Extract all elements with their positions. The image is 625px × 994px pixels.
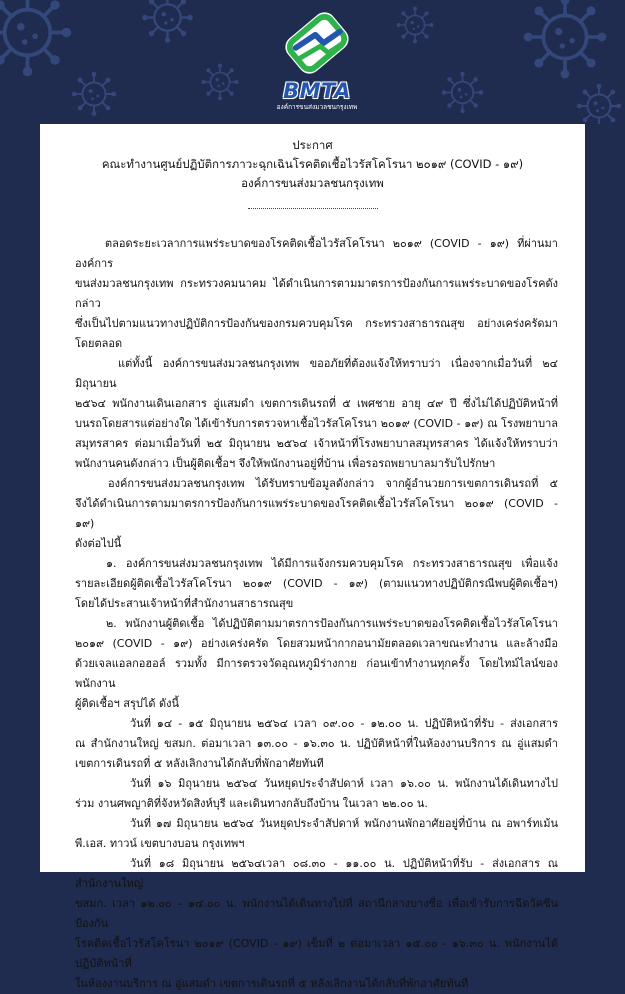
- paragraph: [75, 234, 558, 354]
- paragraph-line: รายละเอียดผู้ติดเชื้อไวรัสโคโรนา ๒๐๑๙ (COVID - ๑๙) (ตามแนวทางปฏิบัติกรณีพบผู้ติดเชื้อฯ): [75, 577, 558, 590]
- paragraph-line: ในห้องงานบริการ ณ อู่แสมดำ เขตการเดินรถที่ ๕ หลังเลิกงานได้กลับที่พักอาศัยทันที: [75, 977, 469, 990]
- paragraph-line: ๑. องค์การขนส่งมวลชนกรุงเทพ ได้มีการแจ้งกรมควบคุมโรค กระทรวงสาธารณสุข เพื่อแจ้ง: [106, 557, 558, 570]
- paragraph-line: สมุทรสาคร ต่อมาเมื่อวันที่ ๒๕ มิถุนายน ๒๕๖๔ เจ้าหน้าที่โรงพยาบาลสมุทรสาคร ได้แจ้งให้ทราบว่า: [75, 437, 558, 450]
- paragraph: [75, 774, 558, 814]
- paragraph-line: ขสมก. เวลา ๑๒.๐๐ – ๑๔.๐๐ น. พนักงานได้เดินทางไปที่ สถานีกลางบางซื่อ เพื่อเข้ารับการฉีดวัคซีนป้องกัน: [75, 897, 558, 930]
- paragraph: [75, 554, 558, 614]
- paragraph-line: วันที่ ๑๔ - ๑๕ มิถุนายน ๒๕๖๔ เวลา ๐๙.๐๐ - ๑๒.๐๐ น. ปฏิบัติหน้าที่รับ - ส่งเอกสาร: [130, 717, 558, 730]
- logo-text: BMTA: [283, 79, 351, 103]
- paragraph-line: วันที่ ๑๘ มิถุนายน ๒๕๖๔เวลา ๐๘.๓๐ - ๑๑.๐๐ น. ปฏิบัติหน้าที่รับ - ส่งเอกสาร ณ สำนักงานใหญ่: [75, 857, 558, 890]
- announcement-heading: ประกาศ: [292, 138, 333, 152]
- virus-icon: [72, 72, 116, 116]
- virus-icon: [0, 0, 71, 76]
- dotted-separator: [248, 208, 378, 209]
- announcement-organization: องค์การขนส่งมวลชนกรุงเทพ: [241, 176, 384, 190]
- paragraph: [75, 474, 558, 554]
- paragraph-line: พี.เอส. ทาวน์ เขตบางบอน กรุงเทพฯ: [75, 837, 245, 850]
- paragraph-line: แต่ทั้งนี้ องค์การขนส่งมวลชนกรุงเทพ ขออภัยที่ต้องแจ้งให้ทราบว่า เนื่องจากเมื่อวันที่ ๒๔ มิถุนายน: [75, 357, 558, 390]
- paragraph-line: ด้วยเจลแอลกอฮอล์ รวมทั้ง มีการตรวจวัดอุณหภูมิร่างกาย ก่อนเข้าทำงานทุกครั้ง โดยไทม์ไลน์ของพนักงาน: [75, 657, 558, 690]
- paragraph-line: จึงได้ดำเนินการตามมาตรการป้องกันการแพร่ระบาดของโรคติดเชื้อไวรัสโคโรนา ๒๐๑๙ (COVID - ๑๙): [75, 497, 558, 530]
- paragraph-line: บนรถโดยสารแต่อย่างใด ได้เข้ารับการตรวจหาเชื้อไวรัสโคโรนา ๒๐๑๙ (COVID - ๑๙) ณ โรงพยาบาล: [75, 417, 558, 430]
- bmta-logo: [262, 2, 372, 120]
- paragraph-line: ณ สำนักงานใหญ่ ขสมก. ต่อมาเวลา ๑๓.๐๐ - ๑๖.๓๐ น. ปฏิบัติหน้าที่ในห้องงานบริการ ณ อู่แสมดำ: [75, 737, 558, 750]
- paragraph-line: โดยได้ประสานเจ้าหน้าที่สำนักงานสาธารณสุข: [75, 597, 294, 610]
- paragraph-line: ๒๕๖๔ พนักงานเดินเอกสาร อู่แสมดำ เขตการเดินรถที่ ๕ เพศชาย อายุ ๔๙ ปี ซึ่งไม่ได้ปฏิบัติหน้าที่: [75, 397, 558, 410]
- paragraph-line: ๒๐๑๙ (COVID - ๑๙) อย่างเคร่งครัด โดยสวมหน้ากากอนามัยตลอดเวลาขณะทำงาน และล้างมือ: [75, 637, 558, 650]
- paragraph-line: ดังต่อไปนี้: [75, 537, 122, 550]
- paragraph-line: ผู้ติดเชื้อฯ สรุปได้ ดังนี้: [75, 697, 180, 710]
- logo-subtitle: องค์การขนส่งมวลชนกรุงเทพ: [276, 103, 358, 111]
- paragraph: [75, 714, 558, 774]
- virus-icon: [142, 0, 193, 43]
- announcement-header: [40, 124, 585, 193]
- paragraph: [75, 854, 558, 994]
- paragraph-line: ขนส่งมวลชนกรุงเทพ กระทรวงคมนาคม ได้ดำเนินการตามมาตรการป้องกันการแพร่ระบาดของโรคดังกล่าว: [75, 277, 558, 310]
- paragraph-line: ตลอดระยะเวลาการแพร่ระบาดของโรคติดเชื้อไวรัสโคโรนา ๒๐๑๙ (COVID - ๑๙) ที่ผ่านมาองค์การ: [75, 237, 558, 270]
- virus-icon: [397, 7, 434, 44]
- virus-icon: [524, 0, 607, 78]
- paragraph-line: ซึ่งเป็นไปตามแนวทางปฏิบัติการป้องกันของกรมควบคุมโรค กระทรวงสาธารณสุข อย่างเคร่งครัดมาโดยตลอด: [75, 317, 558, 350]
- paragraph-line: พนักงานคนดังกล่าว เป็นผู้ติดเชื้อฯ จึงให้พนักงานอยู่ที่บ้าน เพื่อรอรถพยาบาลมารับไปรักษา: [75, 457, 496, 470]
- announcement-body: [40, 234, 585, 994]
- paragraph-line: วันที่ ๑๗ มิถุนายน ๒๕๖๔ วันหยุดประจำสัปดาห์ พนักงานพักอาศัยอยู่ที่บ้าน ณ อพาร์ทเม้น: [130, 817, 558, 830]
- virus-icon: [577, 84, 621, 124]
- paragraph-line: ร่วม งานศพญาติที่จังหวัดสิงห์บุรี และเดินทางกลับถึงบ้าน ในเวลา ๒๒.๐๐ น.: [75, 797, 428, 810]
- paragraph: [75, 614, 558, 714]
- paragraph-line: องค์การขนส่งมวลชนกรุงเทพ ได้รับทราบข้อมูลดังกล่าว จากผู้อำนวยการเขตการเดินรถที่ ๕: [108, 477, 558, 490]
- bmta-logo-mark: [275, 2, 359, 84]
- paragraph: [75, 354, 558, 474]
- announcement-title: คณะทำงานศูนย์ปฏิบัติการภาวะฉุกเฉินโรคติดเชื้อไวรัสโคโรนา ๒๐๑๙ (COVID - ๑๙): [101, 157, 524, 171]
- paragraph-line: เขตการเดินรถที่ ๕ หลังเลิกงานได้กลับที่พักอาศัยทันที: [75, 757, 324, 770]
- paragraph-line: ๒. พนักงานผู้ติดเชื้อ ได้ปฏิบัติตามมาตรการป้องกันการแพร่ระบาดของโรคติดเชื้อไวรัสโคโรนา: [106, 617, 558, 630]
- paragraph: [75, 814, 558, 854]
- announcement-sheet: [40, 124, 585, 990]
- virus-icon: [202, 64, 239, 101]
- virus-icon: [442, 72, 483, 113]
- paragraph-line: โรคติดเชื้อไวรัสโคโรนา ๒๐๑๙ (COVID - ๑๙) เข็มที่ ๒ ต่อมาเวลา ๑๕.๐๐ - ๑๖.๓๐ น. พนักงานได้ปฏิบัติหน้าที่: [75, 937, 558, 970]
- paragraph-line: วันที่ ๑๖ มิถุนายน ๒๕๖๔ วันหยุดประจำสัปดาห์ เวลา ๑๖.๐๐ น. พนักงานได้เดินทางไป: [130, 777, 558, 790]
